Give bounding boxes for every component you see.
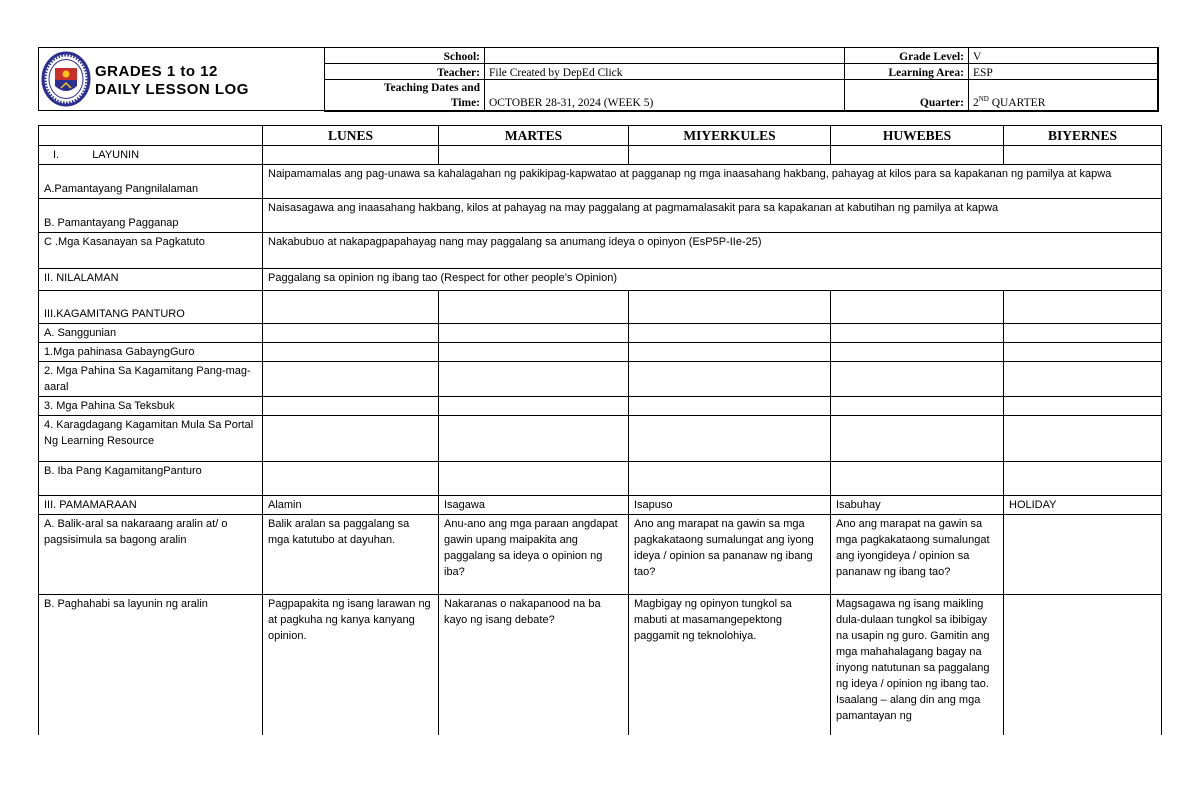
- cell: [831, 291, 1004, 324]
- cell: [439, 397, 629, 416]
- pamamaraan-biyernes: HOLIDAY: [1004, 496, 1162, 515]
- cell: [831, 146, 1004, 165]
- cell: [629, 146, 831, 165]
- cell: [1004, 146, 1162, 165]
- cell: [1004, 462, 1162, 496]
- paghahabi-martes: Nakaranas o nakapanood na ba kayo ng isang debate?: [439, 595, 629, 735]
- paghahabi-huwebes: Magsagawa ng isang maikling dula-dulaan tungkol sa ibibigay na usapin ng guro. Gamitin ang mga mahahalagang bagay na inyong natutunan sa paggalang ng ideya / opinion ng ibang tao. Isaalang – alang din ang mga pamantayan ng: [831, 595, 1004, 735]
- teaching-dates-label: [325, 80, 485, 112]
- corner-header: [39, 126, 263, 146]
- cell: [629, 343, 831, 362]
- form-title-line2: DAILY LESSON LOG: [95, 81, 249, 98]
- paghahabi-miyerkules: Magbigay ng opinyon tungkol sa mabuti at masamangepektong paggamit ng teknolohiya.: [629, 595, 831, 735]
- cell: [1004, 416, 1162, 462]
- layunin-text: LAYUNIN: [92, 149, 140, 161]
- header-info-table: [324, 47, 1159, 112]
- teaching-dates-label-line1: Teaching Dates and: [383, 82, 480, 94]
- pamamaraan-lunes: Alamin: [263, 496, 439, 515]
- cell: [831, 416, 1004, 462]
- cell: [1004, 324, 1162, 343]
- form-title-line1: GRADES 1 to 12: [95, 63, 218, 80]
- cell: [263, 146, 439, 165]
- layunin-label: [39, 146, 263, 165]
- cell: [263, 291, 439, 324]
- iba-pang-kagamitan-label: B. Iba Pang KagamitangPanturo: [39, 462, 263, 496]
- cell: [263, 324, 439, 343]
- cell: [263, 416, 439, 462]
- kasanayan-label: C .Mga Kasanayan sa Pagkatuto: [39, 233, 263, 269]
- cell: [831, 324, 1004, 343]
- balik-aral-label: A. Balik-aral sa nakaraang aralin at/ o pagsisimula sa bagong aralin: [39, 515, 263, 595]
- cell: [439, 324, 629, 343]
- teacher-value: File Created by DepEd Click: [485, 64, 845, 80]
- cell: [831, 362, 1004, 397]
- cell: [1004, 291, 1162, 324]
- cell: [831, 462, 1004, 496]
- teacher-label: Teacher:: [325, 64, 485, 80]
- day-header-huwebes: HUWEBES: [831, 126, 1004, 146]
- cell: [629, 416, 831, 462]
- pamamaraan-miyerkules: Isapuso: [629, 496, 831, 515]
- cell: [439, 146, 629, 165]
- day-header-miyerkules: MIYERKULES: [629, 126, 831, 146]
- learning-area-value: ESP: [969, 64, 1159, 80]
- pamantayang-pangnilalaman-text: Naipamamalas ang pag-unawa sa kahalagahan ng pakikipag-kapwatao at pagganap ng mga inaasahang hakbang, pahayag at kilos para sa kapakanan ng pamilya at kapwa: [263, 165, 1162, 199]
- paghahabi-biyernes: [1004, 595, 1162, 735]
- learning-area-label: Learning Area:: [845, 64, 969, 80]
- pamantayang-pangnilalaman-label: A.Pamantayang Pangnilalaman: [39, 165, 263, 199]
- pamamaraan-huwebes: Isabuhay: [831, 496, 1004, 515]
- cell: [263, 397, 439, 416]
- pamamaraan-martes: Isagawa: [439, 496, 629, 515]
- school-value: [485, 48, 845, 64]
- pamamaraan-label: III. PAMAMARAAN: [39, 496, 263, 515]
- cell: [831, 397, 1004, 416]
- balik-aral-miyerkules: Ano ang marapat na gawin sa mga pagkakataong sumalungat ang iyong ideya / opinion sa pananaw ng ibang tao?: [629, 515, 831, 595]
- teaching-dates-value: OCTOBER 28-31, 2024 (WEEK 5): [485, 80, 845, 112]
- nilalaman-label: II. NILALAMAN: [39, 269, 263, 291]
- cell: [439, 343, 629, 362]
- grade-level-label: Grade Level:: [845, 48, 969, 64]
- lesson-log-table: [38, 125, 1162, 735]
- teksbuk-label: 3. Mga Pahina Sa Teksbuk: [39, 397, 263, 416]
- cell: [629, 291, 831, 324]
- cell: [1004, 343, 1162, 362]
- cell: [1004, 397, 1162, 416]
- quarter-value: [969, 80, 1159, 112]
- day-header-lunes: LUNES: [263, 126, 439, 146]
- school-label: School:: [325, 48, 485, 64]
- cell: [629, 462, 831, 496]
- balik-aral-biyernes: [1004, 515, 1162, 595]
- teaching-dates-label-line2: Time:: [450, 97, 480, 109]
- kagamitang-pang-mag-aaral-label: 2. Mga Pahina Sa Kagamitang Pang-mag-aaral: [39, 362, 263, 397]
- day-header-martes: MARTES: [439, 126, 629, 146]
- paghahabi-label: B. Paghahabi sa layunin ng aralin: [39, 595, 263, 735]
- karagdagang-kagamitan-label: 4. Karagdagang Kagamitan Mula Sa Portal Ng Learning Resource: [39, 416, 263, 462]
- balik-aral-huwebes: Ano ang marapat na gawin sa mga pagkakataong sumalungat ang iyongideya / opinion sa pananaw ng ibang tao?: [831, 515, 1004, 595]
- balik-aral-lunes: Balik aralan sa paggalang sa mga katutubo at dayuhan.: [263, 515, 439, 595]
- kagamitang-panturo-label: III.KAGAMITANG PANTURO: [39, 291, 263, 324]
- cell: [263, 362, 439, 397]
- layunin-number: I.: [53, 149, 60, 161]
- cell: [263, 462, 439, 496]
- cell: [831, 343, 1004, 362]
- sanggunian-label: A. Sanggunian: [39, 324, 263, 343]
- paghahabi-lunes: Pagpapakita ng isang larawan ng at pagkuha ng kanya kanyang opinion.: [263, 595, 439, 735]
- cell: [263, 343, 439, 362]
- quarter-text: QUARTER: [988, 97, 1046, 109]
- day-header-biyernes: BIYERNES: [1004, 126, 1162, 146]
- kasanayan-text: Nakabubuo at nakapagpapahayag nang may paggalang sa anumang ideya o opinyon (EsP5P-IIe-25): [263, 233, 1162, 269]
- grade-level-value: V: [969, 48, 1159, 64]
- cell: [439, 416, 629, 462]
- pamantayan-pagganap-text: Naisasagawa ang inaasahang hakbang, kilos at pahayag na may paggalang at pagmamalasakit para sa kapakanan at kabutihan ng pamilya at kapwa: [263, 199, 1162, 233]
- quarter-label: Quarter:: [845, 80, 969, 112]
- nilalaman-text: Paggalang sa opinion ng ibang tao (Respect for other people’s Opinion): [263, 269, 1162, 291]
- quarter-number: 2: [973, 97, 979, 109]
- balik-aral-martes: Anu-ano ang mga paraan angdapat gawin upang maipakita ang paggalang sa ideya o opinion ng iba?: [439, 515, 629, 595]
- cell: [439, 462, 629, 496]
- pamantayan-pagganap-label: B. Pamantayang Pagganap: [39, 199, 263, 233]
- cell: [1004, 362, 1162, 397]
- gabay-guro-label: 1.Mga pahinasa GabayngGuro: [39, 343, 263, 362]
- cell: [629, 362, 831, 397]
- cell: [629, 324, 831, 343]
- cell: [439, 291, 629, 324]
- quarter-suffix: ND: [978, 95, 989, 104]
- deped-seal-icon: [41, 50, 91, 108]
- cell: [439, 362, 629, 397]
- cell: [629, 397, 831, 416]
